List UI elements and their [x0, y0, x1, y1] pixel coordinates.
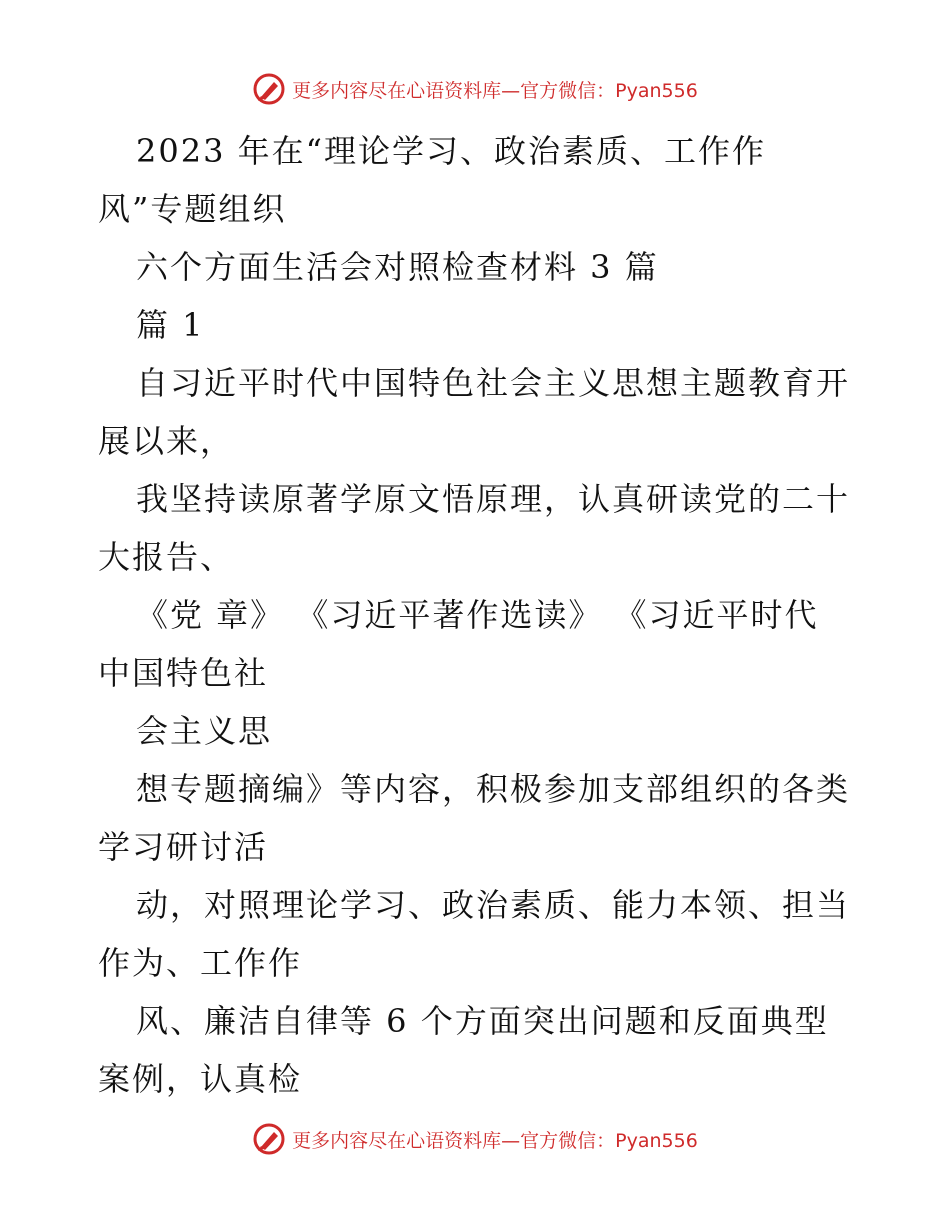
watermark-header	[0, 72, 950, 106]
text-line: 篇 1	[136, 306, 205, 344]
text-line: 大报告、	[98, 538, 235, 576]
text-line: 自习近平时代中国特色社会主义思想主题教育开	[136, 364, 851, 402]
text-line: 动，对照理论学习、政治素质、能力本领、担当	[136, 886, 851, 924]
text-line: 六个方面生活会对照检查材料 3 篇	[136, 248, 659, 286]
document-body	[98, 122, 858, 1108]
text-line: 《党 章》 《习近平著作选读》 《习近平时代	[136, 596, 819, 634]
text-line: 会主义思	[136, 712, 273, 750]
text-line: 中国特色社	[98, 654, 269, 692]
text-line: 想专题摘编》等内容，积极参加支部组织的各类	[136, 770, 851, 808]
text-line: 风”专题组织	[98, 190, 287, 228]
text-line: 作为、工作作	[98, 944, 303, 982]
pen-seal-icon	[252, 72, 286, 106]
text-line: 案例，认真检	[98, 1060, 303, 1098]
watermark-text: 更多内容尽在心语资料库—官方微信：Pyan556	[292, 79, 698, 102]
text-line: 2023 年在“理论学习、政治素质、工作作	[136, 132, 766, 170]
text-line: 展以来，	[98, 422, 235, 460]
pen-seal-icon	[252, 1122, 286, 1156]
text-line: 我坚持读原著学原文悟原理，认真研读党的二十	[136, 480, 851, 518]
watermark-text: 更多内容尽在心语资料库—官方微信：Pyan556	[292, 1129, 698, 1152]
watermark-footer	[0, 1122, 950, 1156]
text-line: 学习研讨活	[98, 828, 269, 866]
text-line: 风、廉洁自律等 6 个方面突出问题和反面典型	[136, 1002, 829, 1040]
